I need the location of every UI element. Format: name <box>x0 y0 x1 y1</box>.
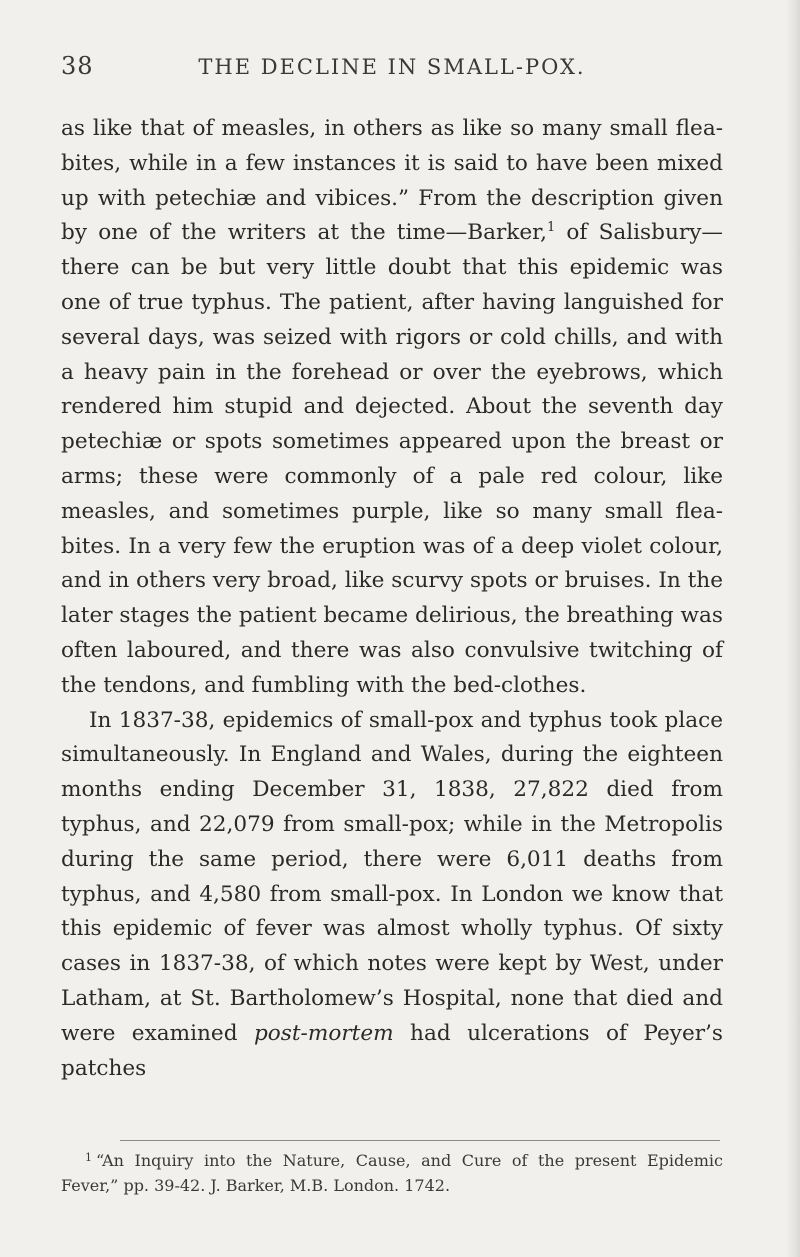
running-title: THE DECLINE IN SMALL-POX. <box>198 55 586 79</box>
footnote-reference: 1 <box>546 220 556 236</box>
footnote-rule <box>120 1140 720 1141</box>
body-text <box>61 112 723 1086</box>
paragraph-1-start: as like that of measles, in others as like so many small flea-bites, while in a few instances it is said to have been mixed up with petechiæ and vibices.” From the description given by one of the writers at the time—Barker, <box>61 116 723 246</box>
page-number: 38 <box>61 52 94 80</box>
italic-phrase: post-mortem <box>253 1020 394 1046</box>
footnote-text: “An Inquiry into the Nature, Cause, and Cure of the present Epidemic Fever,” pp. 39-42. J. Barker, M.B. London. 1742. <box>61 1151 723 1195</box>
paragraph-2-start: In 1837-38, epidemics of small-pox and typhus took place simultaneously. In England and Wales, during the eighteen months ending December 31, 1838, 27,822 died from typhus, and 22,079 from small-pox; while in the Metropolis during the same period, there were 6,011 deaths from typhus, and 4,580 from small-pox. In London we know that this epidemic of fever was almost wholly typhus. Of sixty cases in 1837-38, of which notes were kept by West, under Latham, at St. Bartholomew’s Hospital, none that died and were examined <box>61 707 723 1046</box>
page-header <box>61 52 723 92</box>
paragraph-1-end: of Salisbury—there can be but very little doubt that this epidemic was one of true typhus. The patient, after having languished for several days, was seized with rigors or cold chills, and with a heavy pain in the forehead or over the eyebrows, which rendered him stupid and dejected. About the seventh day petechiæ or spots sometimes appeared upon the breast or arms; these were commonly of a pale red colour, like measles, and sometimes purple, like so many small flea-bites. In a very few the eruption was of a deep violet colour, and in others very broad, like scurvy spots or bruises. In the later stages the patient became delirious, the breathing was often laboured, and there was also convulsive twitching of the tendons, and fumbling with the bed-clothes. <box>61 220 723 698</box>
footnote <box>61 1148 723 1198</box>
footnote-body <box>61 1148 723 1198</box>
paragraph-1 <box>61 112 723 704</box>
paragraph-2-end: had ulcerations of Peyer’s patches <box>61 1020 723 1081</box>
footnote-marker: 1 <box>85 1151 92 1164</box>
page-edge-shadow <box>786 0 800 1257</box>
paragraph-2 <box>61 704 723 1087</box>
